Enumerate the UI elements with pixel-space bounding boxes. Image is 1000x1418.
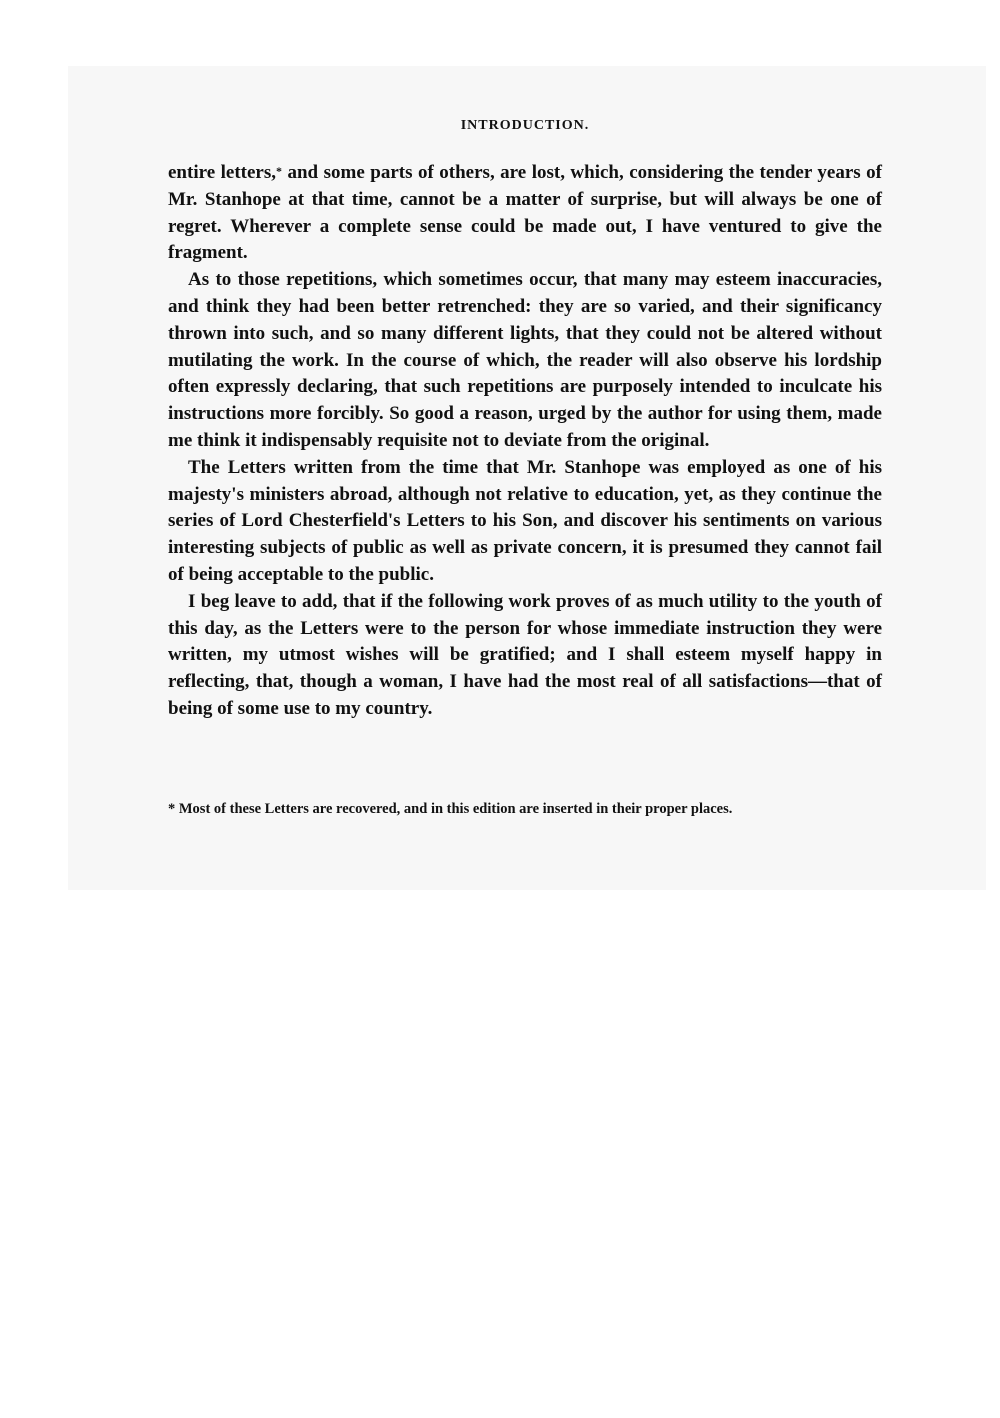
footnote — [168, 798, 882, 820]
paragraph-1-text-end: and some parts of others, are lost, which, considering the tender years of Mr. Stanhope at that time, cannot be a matter of surprise, but will always be one of regret. Wherever a complete sense could be made out, I have ventured to give the fragment. — [168, 162, 882, 264]
paragraph-3: The Letters written from the time that Mr. Stanhope was employed as one of his majesty's ministers abroad, although not relative to education, yet, as they continue the series of Lord Chesterfield's Letters to his Son, and discover his sentiments on various interesting subjects of public as well as private concern, it is presumed they cannot fail of being acceptable to the public. — [168, 456, 882, 585]
running-head: INTRODUCTION. — [460, 118, 590, 133]
paragraph-1-text-start: entire letters, — [168, 162, 276, 183]
paragraph-1 — [168, 160, 882, 267]
paragraph-2: As to those repetitions, which sometimes occur, that many may esteem inaccuracies, and think they had been better retrenched: they are so varied, and their significancy thrown into such, and so many different lights, that they could not be altered without mutilating the work. In the course of which, the reader will also observe his lordship often expressly declaring, that such repetitions are purposely intended to inculcate his instructions more forcibly. So good a reason, urged by the author for using them, made me think it indispensably requisite not to deviate from the original. — [168, 269, 882, 451]
footnote-text: Most of these Letters are recovered, and in this edition are inserted in their proper places. — [178, 801, 733, 817]
paragraph-4: I beg leave to add, that if the following work proves of as much utility to the youth of this day, as the Letters were to the person for whose immediate instruction they were written, my utmost wishes will be gratified; and I shall esteem myself happy in reflecting, that, though a woman, I have had the most real of all satisfactions—that of being of some use to my country. — [168, 590, 882, 719]
body-text — [168, 160, 882, 723]
footnote-marker-symbol: * — [168, 801, 176, 817]
footnote-marker: * — [276, 164, 282, 178]
